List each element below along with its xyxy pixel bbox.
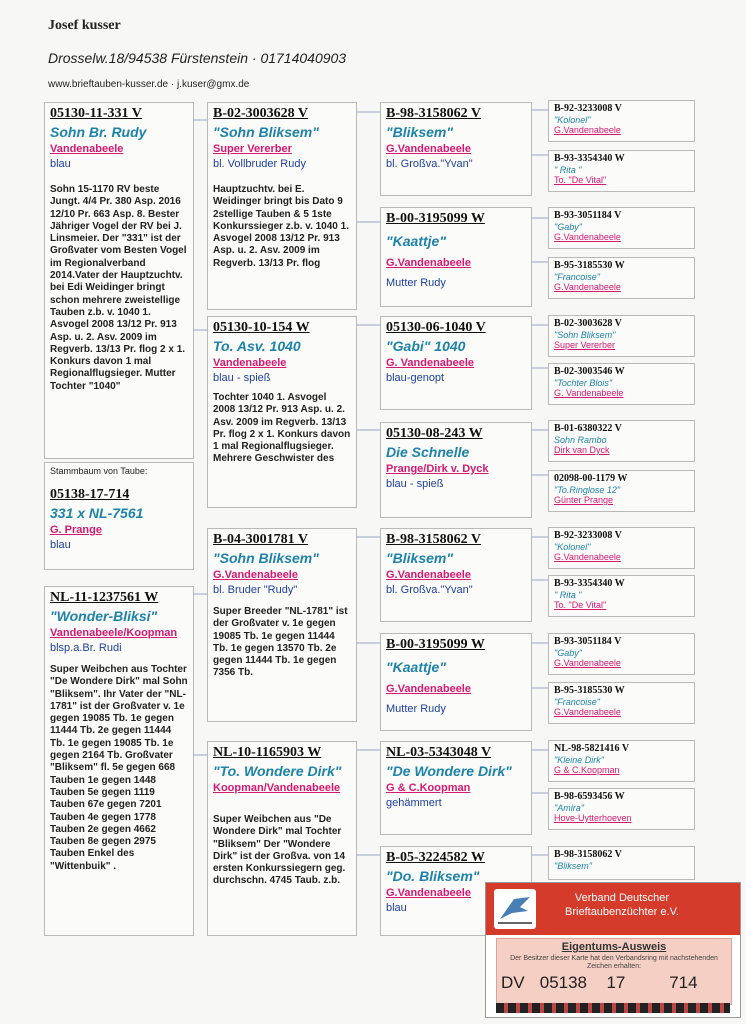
grandparent-ring: B-04-3001781 V [213, 532, 309, 547]
gen4-ring: NL-98-5821416 V [554, 743, 630, 754]
grandparent-breeder: Koopman/Vandenabeele [213, 782, 341, 794]
gen4-card [548, 470, 695, 512]
grandparent-card [207, 741, 357, 936]
gen4-card [548, 257, 695, 299]
gen4-name: "To.Ringlose 12" [554, 485, 621, 495]
ancestor-color: blau - spieß [386, 478, 444, 490]
mother-ring: NL-11-1237561 W [50, 590, 159, 605]
gen4-card [548, 633, 695, 675]
gen4-ring: B-93-3051184 V [554, 636, 622, 647]
father-description: Sohn 15-1170 RV beste Jungt. 4/4 Pr. 380 Asp. 2016 12/10 Pr. 663 Asp. 8. Bester Jähriger Vogel der RV bei J. Linsmeier. Der "331" ist der Großvater vom Besten Vogel im Regionalverband 2014.Vater der Hauptzuchtv. bei Edi Weidinger bringt schon mehrere zweistellige Tauben z.b. v. 1040 1. Asvogel 2008 13/12 Pr. 913 Asp. u. 2. Asv. 2009 im Regverb. 13/13 Pr. flog 2 x 1. Konkurs davon 1 mal Regionalflugsieger. Mutter Tochter "1040" [50, 184, 187, 392]
father-color: blau [50, 158, 71, 170]
ancestor-name: "Do. Bliksem" [386, 868, 480, 884]
ownership-org-line2: Brieftaubenzüchter e.V. [565, 906, 679, 918]
ownership-org [542, 891, 702, 919]
gen4-name: "Francoise" [554, 272, 600, 282]
ring-num1: 05138 [539, 973, 588, 992]
grandparent-description: Tochter 1040 1. Asvogel 2008 13/12 Pr. 913 Asp. u. 2. Asv. 2009 im Regverb. 13/13 Pr. flog 2 x 1. Konkurs davon 1 mal Regionalflugsieger. Mehrere Geschwister des [213, 392, 351, 465]
gen4-card [548, 527, 695, 569]
gen4-ring: B-95-3185530 W [554, 260, 625, 271]
grandparent-ring: NL-10-1165903 W [213, 745, 322, 760]
gen4-ring: B-92-3233008 V [554, 530, 622, 541]
ownership-card [485, 882, 741, 1018]
gen4-breeder: G.Vandenabeele [554, 125, 621, 135]
gen4-ring: B-93-3354340 W [554, 153, 625, 164]
gen4-ring: B-95-3185530 W [554, 685, 625, 696]
grandparent-name: "Sohn Bliksem" [213, 550, 319, 566]
father-breeder: Vandenabeele [50, 143, 124, 155]
grandparent-card [207, 102, 357, 310]
gen4-ring: 02098-00-1179 W [554, 473, 628, 484]
gen4-card [548, 575, 695, 617]
ancestor-card [380, 528, 532, 622]
ancestor-card [380, 316, 532, 410]
gen4-name: Sohn Rambo [554, 435, 607, 445]
gen4-name: "Tochter Blois" [554, 378, 613, 388]
gen4-ring: B-98-3158062 V [554, 849, 622, 860]
ownership-card-stripe [496, 1003, 730, 1013]
ancestor-name: "Bliksem" [386, 550, 453, 566]
gen4-name: "Gaby" [554, 648, 582, 658]
ancestor-breeder: G & C.Koopman [386, 782, 471, 794]
ancestor-ring: 05130-06-1040 V [386, 320, 486, 335]
gen4-name: "Kleine Dirk" [554, 755, 604, 765]
gen4-card [548, 682, 695, 724]
grandparent-ring: B-02-3003628 V [213, 106, 309, 121]
gen4-breeder: G.Vandenabeele [554, 232, 621, 242]
gen4-ring: B-01-6380322 V [554, 423, 622, 434]
ancestor-name: "Gabi" 1040 [386, 338, 466, 354]
gen4-ring: B-02-3003546 W [554, 366, 625, 377]
grandparent-breeder: Vandenabeele [213, 357, 287, 369]
subject-breeder: G. Prange [50, 524, 102, 536]
gen4-breeder: To. "De Vital" [554, 175, 607, 185]
ancestor-breeder: G.Vandenabeele [386, 887, 471, 899]
ancestor-color: bl. Großva."Yvan" [386, 584, 473, 596]
gen4-card [548, 420, 695, 462]
owner-name: Josef kusser [48, 18, 121, 33]
ancestor-name: "De Wondere Dirk" [386, 763, 512, 779]
gen4-breeder: G.Vandenabeele [554, 707, 621, 717]
ancestor-color: Mutter Rudy [386, 703, 446, 715]
gen4-breeder: G.Vandenabeele [554, 552, 621, 562]
ancestor-name: Die Schnelle [386, 444, 470, 460]
gen4-card [548, 207, 695, 249]
owner-web: www.brieftauben-kusser.de · j.kuser@gmx.de [48, 79, 250, 90]
ownership-ring-number [501, 973, 727, 993]
ancestor-breeder: G.Vandenabeele [386, 143, 471, 155]
pigeon-logo-icon [494, 889, 536, 929]
ancestor-ring: B-05-3224582 W [386, 850, 485, 865]
ancestor-breeder: G.Vandenabeele [386, 257, 471, 269]
ancestor-color: blau [386, 902, 407, 914]
gen4-breeder: G & C.Koopman [554, 765, 620, 775]
mother-card [44, 586, 194, 936]
ancestor-card [380, 741, 532, 835]
ancestor-ring: B-98-3158062 V [386, 106, 482, 121]
gen4-name: " Rita " [554, 590, 582, 600]
gen4-breeder: Super Vererber [554, 340, 616, 350]
father-ring: 05130-11-331 V [50, 106, 142, 121]
ring-prefix: DV [501, 973, 525, 992]
grandparent-description: Super Weibchen aus "De Wondere Dirk" mal Tochter "Bliksem" Der "Wondere Dirk" ist der Großva. von 14 ersten Konkurssiegern geg. durchschn. 4745 Taub. z.b. [213, 814, 346, 887]
gen4-name: "Bliksem" [554, 861, 592, 871]
grandparent-description: Super Breeder "NL-1781" ist der Großvater v. 1e gegen 19085 Tb. 1e gegen 11444 Tb. 1e gegen 13570 Tb. 2e gegen 11444 Tb. 1e gegen 7356 Tb. [213, 606, 348, 679]
ancestor-breeder: G.Vandenabeele [386, 683, 471, 695]
gen4-breeder: To. "De Vital" [554, 600, 607, 610]
ancestor-breeder: G. Vandenabeele [386, 357, 475, 369]
grandparent-ring: 05130-10-154 W [213, 320, 310, 335]
ownership-org-line1: Verband Deutscher [574, 892, 670, 904]
gen4-ring: B-02-3003628 V [554, 318, 622, 329]
gen4-name: "Sohn Bliksem" [554, 330, 616, 340]
gen4-card [548, 788, 695, 830]
gen4-breeder: G. Vandenabeele [554, 388, 624, 398]
ancestor-card [380, 422, 532, 518]
owner-address: Drosselw.18/94538 Fürstenstein · 01714040903 [48, 50, 347, 66]
gen4-card [548, 315, 695, 357]
grandparent-breeder: G.Vandenabeele [213, 569, 298, 581]
mother-breeder: Vandenabeele/Koopman [50, 627, 178, 639]
ownership-title: Eigentums-Ausweis [561, 941, 667, 953]
ancestor-name: "Kaattje" [386, 233, 446, 249]
grandparent-card [207, 316, 357, 508]
grandparent-description: Hauptzuchtv. bei E. Weidinger bringt bis Dato 9 2stellige Tauben & 5 1ste Konkurssieger z.b. v. 1040 1. Asvogel 2008 13/12 Pr. 913 Asp. u. 2. Asv. 2009 im Regverb. 13/13 Pr. flog [213, 184, 349, 269]
gen4-name: "Francoise" [554, 697, 600, 707]
subject-name: 331 x NL-7561 [50, 505, 144, 521]
gen4-card [548, 100, 695, 142]
grandparent-name: "Sohn Bliksem" [213, 124, 319, 140]
ownership-card-header [486, 883, 740, 935]
father-name: Sohn Br. Rudy [50, 124, 147, 140]
grandparent-card [207, 528, 357, 722]
ancestor-card [380, 102, 532, 196]
mother-color: blsp.a.Br. Rudi [50, 642, 122, 654]
gen4-ring: B-98-6593456 W [554, 791, 625, 802]
subject-label: Stammbaum von Taube: [50, 466, 148, 476]
ancestor-breeder: Prange/Dirk v. Dyck [386, 463, 489, 475]
gen4-breeder: Dirk van Dyck [554, 445, 610, 455]
grandparent-color: blau - spieß [213, 372, 271, 384]
ancestor-breeder: G.Vandenabeele [386, 569, 471, 581]
ancestor-ring: B-00-3195099 W [386, 211, 485, 226]
gen4-name: "Kolonel" [554, 542, 591, 552]
ancestor-card [380, 207, 532, 307]
ring-num2: 17 [606, 973, 626, 992]
ancestor-ring: B-00-3195099 W [386, 637, 485, 652]
gen4-ring: B-92-3233008 V [554, 103, 622, 114]
gen4-name: "Amira" [554, 803, 584, 813]
grandparent-color: bl. Bruder "Rudy" [213, 584, 298, 596]
gen4-breeder: G.Vandenabeele [554, 658, 621, 668]
ancestor-card [380, 633, 532, 731]
gen4-name: "Gaby" [554, 222, 582, 232]
ancestor-ring: NL-03-5343048 V [386, 745, 492, 760]
gen4-breeder: Günter Prange [554, 495, 614, 505]
grandparent-color: bl. Vollbruder Rudy [213, 158, 306, 170]
gen4-ring: B-93-3354340 W [554, 578, 625, 589]
gen4-card [548, 150, 695, 192]
ancestor-ring: 05130-08-243 W [386, 426, 483, 441]
ancestor-color: Mutter Rudy [386, 277, 446, 289]
ownership-card-body [496, 938, 732, 1005]
gen4-card [548, 363, 695, 405]
gen4-breeder: Hove-Uytterhoeven [554, 813, 632, 823]
subject-color: blau [50, 539, 71, 551]
father-card [44, 102, 194, 459]
ancestor-name: "Kaattje" [386, 659, 446, 675]
gen4-card [548, 846, 695, 880]
gen4-breeder: G.Vandenabeele [554, 282, 621, 292]
subject-card [44, 462, 194, 570]
gen4-name: "Kolonel" [554, 115, 591, 125]
ancestor-ring: B-98-3158062 V [386, 532, 482, 547]
ancestor-color: blau-genopt [386, 372, 445, 384]
gen4-name: " Rita " [554, 165, 582, 175]
mother-description: Super Weibchen aus Tochter "De Wondere Dirk" mal Sohn "Bliksem". Ihr Vater der "NL-1781" ist der Großvater v. 1e gegen 19085 Tb. 1e gegen 11444 Tb. 2e gegen 11444 Tb. 1e gegen 19085 Tb. 1e gegen 2164 Tb. Großvater "Bliksem" fl. 5e gegen 668 Tauben 1e gegen 1448 Tauben 5e gegen 1119 Tauben 67e gegen 7201 Tauben 4e gegen 1778 Tauben 2e gegen 4662 Tauben 8e gegen 2975 Tauben Enkel des "Wittenbuik" . [50, 664, 188, 872]
grandparent-name: To. Asv. 1040 [213, 338, 301, 354]
ancestor-color: gehämmert [386, 797, 442, 809]
gen4-card [548, 740, 695, 782]
ownership-text: Der Besitzer dieser Karte hat den Verbandsring mit nachstehenden Zeichen erhalten: [510, 955, 718, 970]
subject-ring: 05138-17-714 [50, 487, 130, 502]
grandparent-breeder: Super Vererber [213, 143, 292, 155]
ancestor-name: "Bliksem" [386, 124, 453, 140]
gen4-ring: B-93-3051184 V [554, 210, 622, 221]
ring-num3: 714 [669, 973, 698, 992]
grandparent-name: "To. Wondere Dirk" [213, 763, 342, 779]
ancestor-color: bl. Großva."Yvan" [386, 158, 473, 170]
mother-name: "Wonder-Bliksi" [50, 608, 158, 624]
